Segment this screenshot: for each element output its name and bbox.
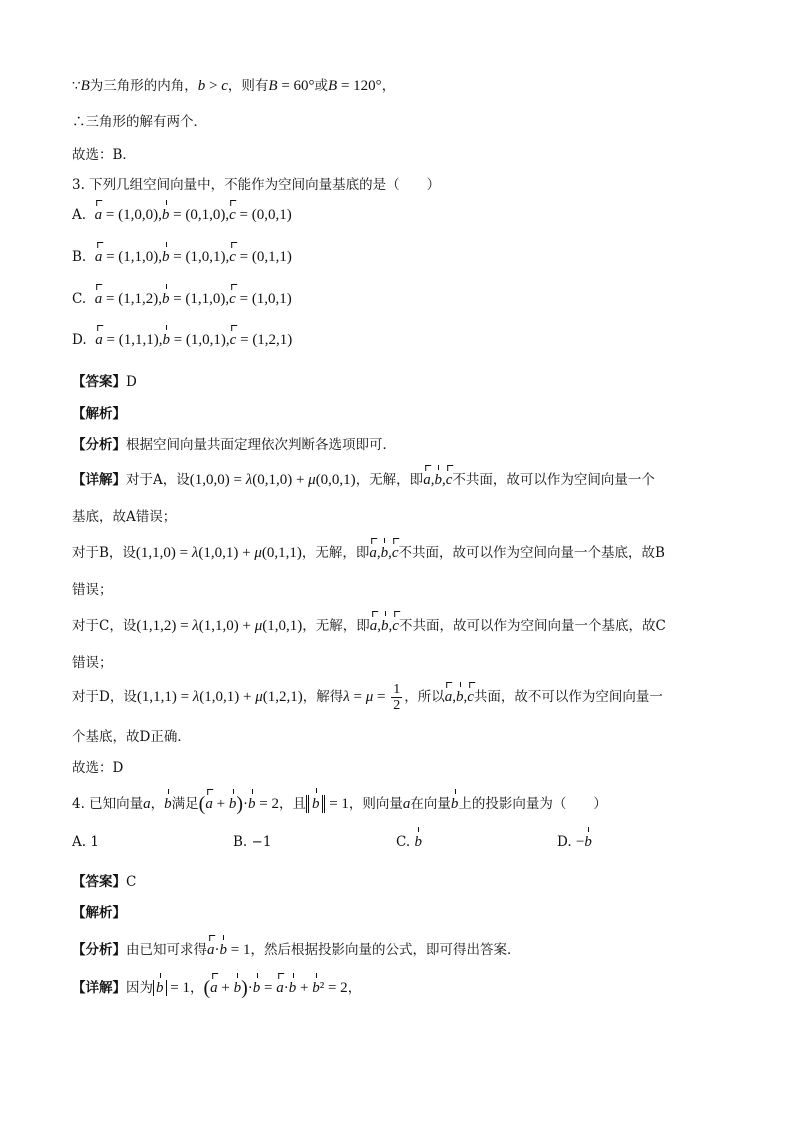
detail-line: 对于D，设(1,1,1) = λ(1,0,1) + μ(1,2,1)，解得λ = μ = $\frac{1}{2}$ ，所以a,b,c共面，故不可以作为空间向量一 <box>72 682 663 713</box>
question-stem: 3. 下列几组空间向量中，不能作为空间向量基底的是（ ） <box>72 177 441 193</box>
detail-line: 错误； <box>72 582 113 598</box>
analysis-line: 【分析】由已知可求得a·b = 1，然后根据投影向量的公式，即可得出答案． <box>72 942 521 958</box>
detail-line: 【详解】因为 b = 1，(a + b)·b = a·b + b² = 2， <box>72 977 362 999</box>
detail-line: 个基底，故D正确． <box>72 729 191 745</box>
analysis-tag: 【解析】 <box>72 905 126 921</box>
answer-line: 【答案】D <box>72 374 137 390</box>
option-c: C. a = (1,1,2),b = (1,1,0),c = (1,0,1) <box>72 291 292 307</box>
analysis-line: 【分析】根据空间向量共面定理依次判断各选项即可． <box>72 437 396 453</box>
answer-line: 【答案】C <box>72 874 137 890</box>
detail-line: 对于B，设(1,1,0) = λ(1,0,1) + μ(0,1,1)，无解，即a,b,c不共面，故可以作为空间向量一个基底，故B <box>72 545 665 561</box>
text-line: ∴三角形的解有两个． <box>72 114 207 130</box>
option-b: B. a = (1,1,0),b = (1,0,1),c = (0,1,1) <box>72 249 292 265</box>
option-a: A. a = (1,0,0),b = (0,1,0),c = (0,0,1) <box>72 207 292 223</box>
text-line: 故选：B． <box>72 147 136 163</box>
analysis-tag: 【解析】 <box>72 406 126 422</box>
question-stem: 4. 已知向量a，b满足(a + b)·b = 2，且 b = 1，则向量a在向量b上的投影向量为（ ） <box>72 793 607 815</box>
text-line: ∵B为三角形的内角，b > c，则有B = 60°或B = 120°， <box>72 78 396 94</box>
detail-line: 基底，故A错误； <box>72 509 177 525</box>
option-a: A. 1 <box>72 834 99 850</box>
detail-line: 错误； <box>72 655 113 671</box>
option-d: D. a = (1,1,1),b = (1,0,1),c = (1,2,1) <box>72 332 293 348</box>
option-c: C. b <box>396 834 422 850</box>
fraction-one-half: $\frac{1}{2}$ <box>393 682 401 713</box>
option-d: D. −b <box>557 834 592 850</box>
detail-line: 对于C，设(1,1,2) = λ(1,1,0) + μ(1,0,1)，无解，即a,b,c不共面，故可以作为空间向量一个基底，故C <box>72 618 666 634</box>
detail-line: 【详解】对于A，设(1,0,0) = λ(0,1,0) + μ(0,0,1)，无解，即a,b,c不共面，故可以作为空间向量一个 <box>72 472 655 488</box>
option-b: B. −1 <box>233 834 272 850</box>
final-line: 故选：D <box>72 760 124 776</box>
